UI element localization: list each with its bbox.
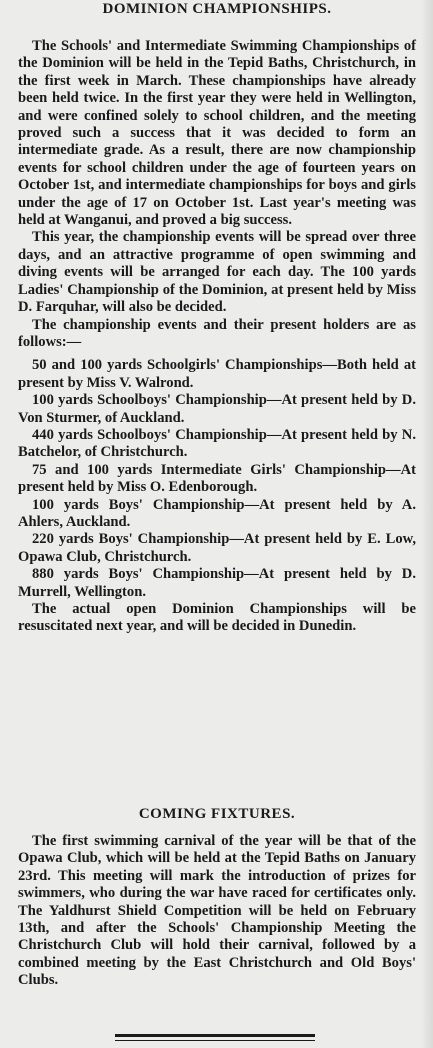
paragraph: This year, the championship events will be spread over three days, and an attractive programme of open swimming and diving events will be arranged for each day. The 100 yards Ladies' Championship of the Dominion, at present held by Miss D. Farquhar, will also be decided. xyxy=(18,229,416,316)
paragraph: The championship events and their present holders are as follows:— xyxy=(18,316,416,350)
article-coming-fixtures xyxy=(18,805,416,990)
headline-coming-fixtures: COMING FIXTURES. xyxy=(138,806,296,822)
paragraph: 75 and 100 yards Intermediate Girls' Championship—At present held by Miss O. Edenborough. xyxy=(18,461,416,496)
paragraph: The first swimming carnival of the year will be that of the Opawa Club, which will be held at the Tepid Baths on January 23rd. This meeting will mark the introduction of prizes for swimmers, who during the war have raced for certificates only. The Yaldhurst Shield Competition will be held on February 13th, and after the Schools' Championship Meeting the Christchurch Club will hold their carnival, followed by a combined meeting by the East Christchurch and Old Boys' Clubs. xyxy=(18,833,416,989)
paragraph: 100 yards Schoolboys' Championship—At present held by D. Von Sturmer, of Auckland. xyxy=(18,392,416,426)
paragraph: 50 and 100 yards Schoolgirls' Championships—Both held at present by Miss V. Walrond. xyxy=(18,357,416,391)
article-dominion-championships xyxy=(18,0,416,636)
paragraph: 440 yards Schoolboys' Championship—At present held by N. Batchelor, of Christchurch. xyxy=(18,426,416,461)
paragraph: 880 yards Boys' Championship—At present held by D. Murrell, Wellington. xyxy=(18,566,416,600)
headline-dominion-championships: DOMINION CHAMPIONSHIPS. xyxy=(102,1,332,17)
page-gutter xyxy=(421,0,433,1048)
column-end-rule xyxy=(115,1034,315,1037)
paragraph: The actual open Dominion Championships will be resuscitated next year, and will be decided in Dunedin. xyxy=(18,601,416,635)
paragraph: 220 yards Boys' Championship—At present held by E. Low, Opawa Club, Christchurch. xyxy=(18,531,416,565)
column-end-rule-thin xyxy=(115,1040,315,1041)
paragraph: 100 yards Boys' Championship—At present held by A. Ahlers, Auckland. xyxy=(18,496,416,530)
paragraph: The Schools' and Intermediate Swimming Championships of the Dominion will be held in the Tepid Baths, Christchurch, in the first week in March. These championships have already been held twice. In the first year they were held in Wellington, and were confined solely to school children, and the meeting proved such a success that it was decided to form an intermediate grade. As a result, there are now championship events for school children under the age of fourteen years on October 1st, and intermediate championships for boys and girls under the age of 17 on October 1st. Last year's meeting was held at Wanganui, and proved a big success. xyxy=(18,38,416,229)
